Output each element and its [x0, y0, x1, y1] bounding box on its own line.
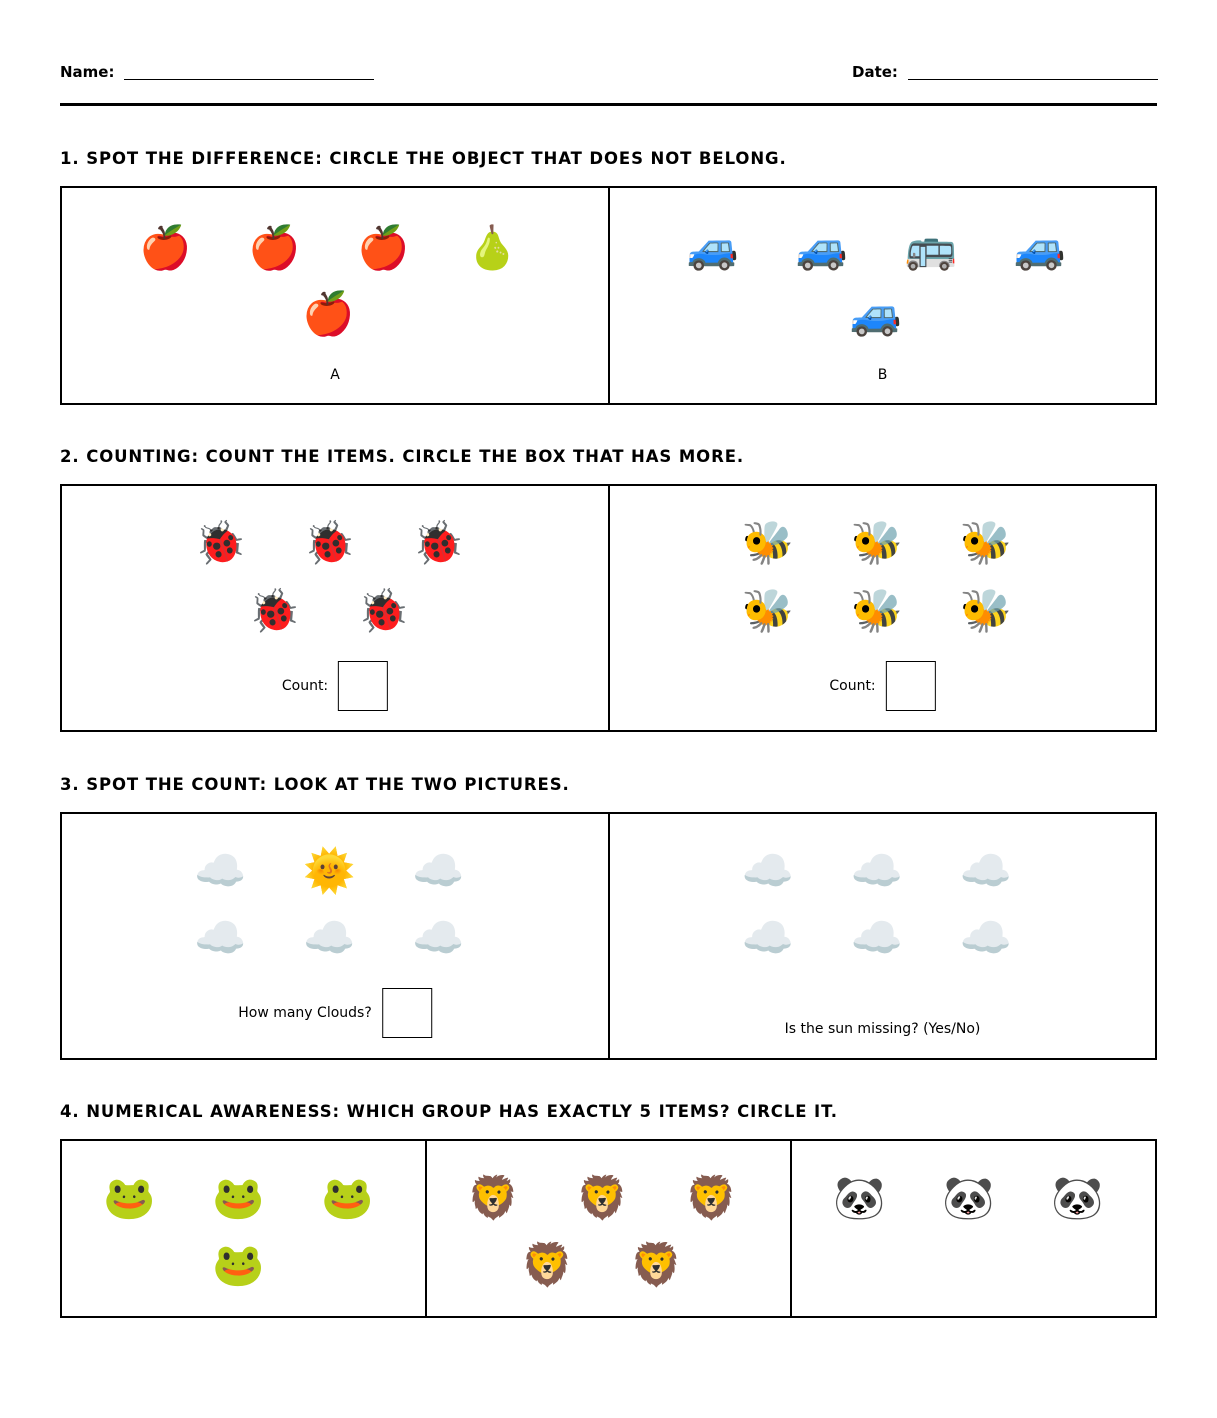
frog-icon: 🐸: [212, 1173, 265, 1222]
section-4-grid: [60, 1139, 1157, 1318]
bee-icon: 🐝: [741, 518, 794, 567]
cell-caption-a: A: [330, 367, 340, 383]
frog-icon: 🐸: [212, 1240, 265, 1289]
panda-icon: 🐼: [942, 1173, 995, 1222]
bee-cell[interactable]: [608, 486, 1156, 730]
lion-icon: 🦁: [521, 1240, 574, 1289]
car-icon: 🚙: [795, 223, 848, 272]
cloud-icon: ☁️: [741, 846, 794, 895]
frog-icon: 🐸: [321, 1173, 374, 1222]
name-input-line[interactable]: [124, 63, 374, 80]
worksheet-header: [60, 60, 1157, 90]
cloud-icon: ☁️: [194, 913, 247, 962]
lion-icon: 🦁: [576, 1173, 629, 1222]
car-icon: 🚙: [1013, 223, 1066, 272]
ladybug-icon: 🐞: [303, 518, 356, 567]
section-2-title: 2. COUNTING: COUNT THE ITEMS. CIRCLE THE BOX THAT HAS MORE.: [60, 447, 745, 466]
frog-group-cell[interactable]: [62, 1141, 425, 1316]
cloud-icon: ☁️: [959, 846, 1012, 895]
apple-icon: 🍎: [139, 223, 192, 272]
count-answer-row: [829, 661, 935, 711]
count-answer-row: [282, 661, 388, 711]
count-label: Count:: [829, 678, 876, 694]
cloud-icon: ☁️: [303, 913, 356, 962]
ladybug-icon: 🐞: [194, 518, 247, 567]
bee-icon: 🐝: [741, 586, 794, 635]
cloud-icon: ☁️: [741, 913, 794, 962]
bee-icon: 🐝: [850, 518, 903, 567]
frog-icon: 🐸: [103, 1173, 156, 1222]
apple-icon: 🍎: [357, 223, 410, 272]
cloud-icon: ☁️: [194, 846, 247, 895]
ladybug-cell[interactable]: [62, 486, 608, 730]
sky-picture-2-cell: [608, 814, 1156, 1058]
section-1-grid: [60, 186, 1157, 405]
date-field: [852, 60, 1158, 84]
bee-icon: 🐝: [959, 518, 1012, 567]
count-label: Count:: [281, 678, 329, 694]
lion-group-cell[interactable]: [425, 1141, 790, 1316]
section-4-title: 4. NUMERICAL AWARENESS: WHICH GROUP HAS EXACTLY 5 ITEMS? CIRCLE IT.: [60, 1102, 838, 1121]
date-label: Date:: [852, 63, 898, 81]
date-input-line[interactable]: [908, 63, 1158, 80]
cloud-icon: ☁️: [412, 913, 465, 962]
cell-caption-b: B: [877, 367, 888, 383]
car-icon: 🚙: [686, 223, 739, 272]
section-3-grid: [60, 812, 1157, 1060]
ladybug-icon: 🐞: [357, 586, 410, 635]
panda-icon: 🐼: [1051, 1173, 1104, 1222]
panda-icon: 🐼: [833, 1173, 886, 1222]
bus-icon[interactable]: 🚌: [904, 223, 957, 272]
clouds-question-label: How many Clouds?: [238, 1005, 372, 1021]
section-3-title: 3. SPOT THE COUNT: LOOK AT THE TWO PICTURES.: [60, 775, 570, 794]
section-1-title: 1. SPOT THE DIFFERENCE: CIRCLE THE OBJECT THAT DOES NOT BELONG.: [60, 149, 787, 168]
count-answer-box[interactable]: [338, 661, 388, 711]
lion-icon: 🦁: [467, 1173, 520, 1222]
name-field: [60, 60, 374, 84]
sky-picture-1-cell: [62, 814, 608, 1058]
lion-icon: 🦁: [685, 1173, 738, 1222]
panda-group-cell[interactable]: [790, 1141, 1155, 1316]
cloud-icon: ☁️: [850, 913, 903, 962]
bee-icon: 🐝: [850, 586, 903, 635]
option-b-cell[interactable]: [608, 188, 1156, 403]
bee-icon: 🐝: [959, 586, 1012, 635]
clouds-answer-box[interactable]: [382, 988, 432, 1038]
header-divider: [60, 103, 1157, 106]
pear-icon[interactable]: 🍐: [466, 223, 519, 272]
option-a-cell[interactable]: [62, 188, 608, 403]
cloud-icon: ☁️: [850, 846, 903, 895]
ladybug-icon: 🐞: [248, 586, 301, 635]
apple-icon: 🍎: [248, 223, 301, 272]
ladybug-icon: 🐞: [412, 518, 465, 567]
apple-icon: 🍎: [302, 289, 355, 338]
section-2-grid: [60, 484, 1157, 732]
car-icon: 🚙: [849, 289, 902, 338]
sun-icon: 🌞: [303, 846, 356, 895]
cloud-icon: ☁️: [412, 846, 465, 895]
name-label: Name:: [60, 63, 115, 81]
cloud-icon: ☁️: [959, 913, 1012, 962]
sun-missing-question: Is the sun missing? (Yes/No): [784, 1021, 981, 1037]
count-answer-box[interactable]: [886, 661, 936, 711]
clouds-answer-row: [238, 988, 432, 1038]
lion-icon: 🦁: [630, 1240, 683, 1289]
